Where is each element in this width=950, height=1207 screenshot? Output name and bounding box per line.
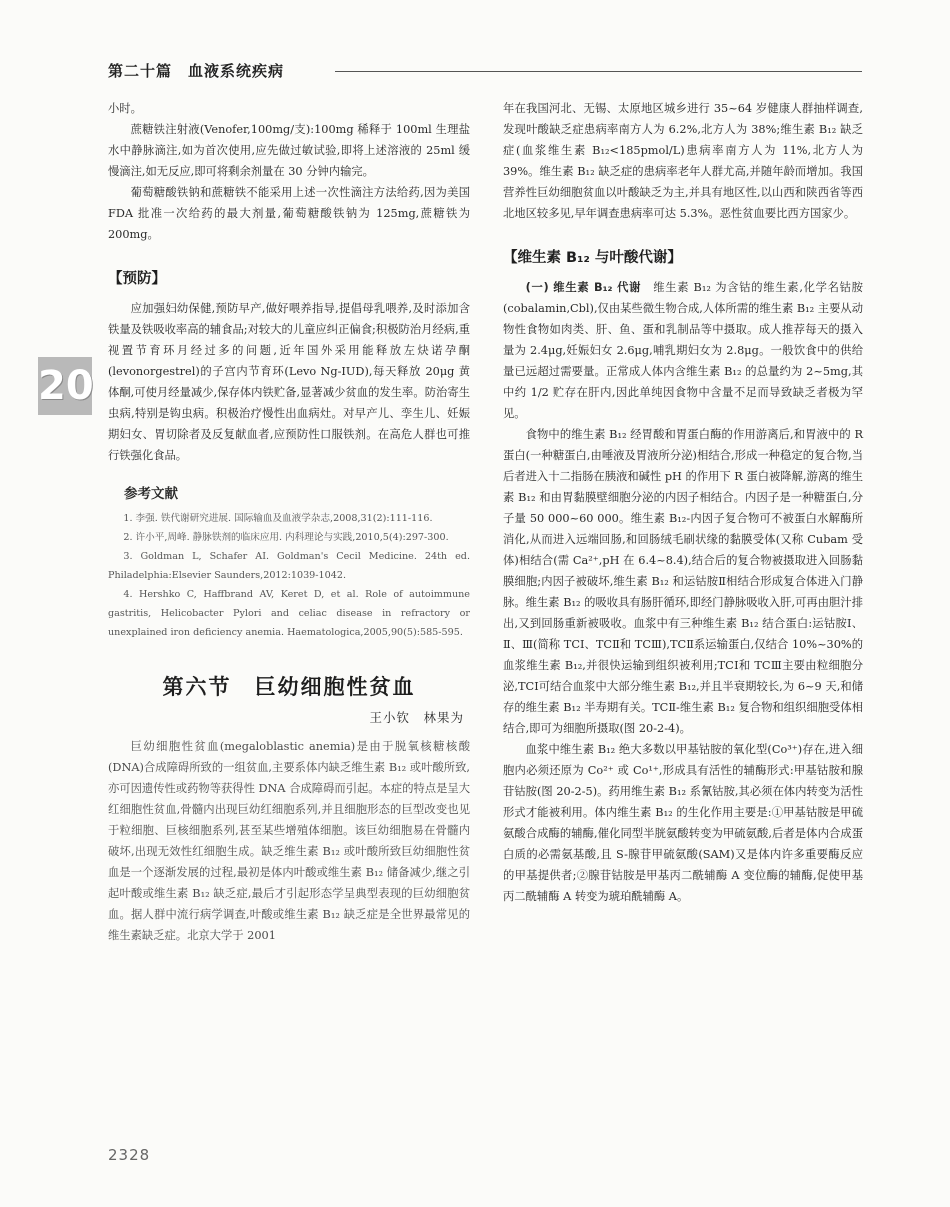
metabolism-heading: 【维生素 B₁₂ 与叶酸代谢】 [503, 250, 682, 266]
page-number: 2328 [108, 1146, 151, 1164]
paragraph: 血浆中维生素 B₁₂ 绝大多数以甲基钴胺的氧化型(Co³⁺)存在,进入细胞内必须还原为 Co²⁺ 或 Co¹⁺,形成具有活性的辅酶形式:甲基钴胺和腺苷钴胺(图 20-2-5)。药用维生素 B₁₂ 系氰钴胺,其必须在体内转变为活性形式才能被利用。体内维生素 B₁₂ 的生化作用主要是:①甲基钴胺是甲硫氨酸合成酶的辅酶,催化同型半胱氨酸转变为甲硫氨酸,后者是体内合成蛋白质的必需氨基酸,且 S-腺苷甲硫氨酸(SAM)又是体内许多重要酶反应的甲基提供者;②腺苷钴胺是甲基丙二酰辅酶 A 变位酶的辅酶,促使甲基丙二酰辅酶 A 转变为琥珀酰辅酶 A。 [503, 743, 863, 903]
paragraph: 巨幼细胞性贫血(megaloblastic anemia)是由于脱氧核糖核酸(DNA)合成障碍所致的一组贫血,主要系体内缺乏维生素 B₁₂ 或叶酸所致,亦可因遗传性或药物等获得性 DNA 合成障碍而引起。本症的特点是呈大红细胞性贫血,骨髓内出现巨幼红细胞系列,并且细胞形态的巨型改变也见于粒细胞、巨核细胞系列,甚至某些增殖体细胞。该巨幼细胞易在骨髓内破坏,出现无效性红细胞生成。缺乏维生素 B₁₂ 或叶酸所致巨幼细胞性贫血是一个逐渐发展的过程,最初是体内叶酸或维生素 B₁₂ 储备减少,继之引起叶酸或维生素 B₁₂ 缺乏症,最后才引起形态学呈典型表现的巨幼细胞贫血。据人群中流行病学调查,叶酸或维生素 B₁₂ 缺乏症是全世界最常见的维生素缺乏症。北京大学于 2001 [108, 740, 470, 942]
paragraph: 年在我国河北、无锡、太原地区城乡进行 35~64 岁健康人群抽样调查,发现叶酸缺乏症患病率南方人为 6.2%,北方人为 38%;维生素 B₁₂ 缺乏症(血浆维生素 B₁₂<185pmol/L)患病率南方人为 11%,北方人为 39%。维生素 B₁₂ 缺乏症的患病率老年人群尤高,并随年龄而增加。我国营养性巨幼细胞贫血以叶酸缺乏为主,并具有地区性,以山西和陕西省等西北地区较多见,早年调查患病率可达 5.3%。恶性贫血要比西方国家少。 [503, 102, 863, 220]
running-header: 第二十篇 血液系统疾病 [108, 62, 285, 80]
paragraph: 蔗糖铁注射液(Venofer,100mg/支):100mg 稀释于 100ml 生理盐水中静脉滴注,如为首次使用,应先做过敏试验,即将上述溶液的 25ml 缓慢滴注,如无反应,即可将剩余剂量在 30 分钟内输完。 [108, 123, 470, 178]
section-title: 第六节 巨幼细胞性贫血 [162, 674, 416, 699]
authors: 王小钦 林果为 [369, 710, 464, 725]
reference-item: 2. 许小平,周峰. 静脉铁剂的临床应用. 内科理论与实践,2010,5(4):297-300. [123, 532, 449, 543]
header-rule [335, 71, 862, 72]
reference-item: 1. 李强. 铁代谢研究进展. 国际输血及血液学杂志,2008,31(2):111-116. [123, 513, 433, 524]
subsection-text: 维生素 B₁₂ 为含钴的维生素,化学名钴胺(cobalamin,Cbl),仅由某些微生物合成,人体所需的维生素 B₁₂ 主要从动物性食物如肉类、肝、鱼、蛋和乳制品等中摄取。成人推荐每天的摄入量为 2.4μg,妊娠妇女 2.6μg,哺乳期妇女为 2.8μg。一般饮食中的供给量已远超过需要量。正常成人体内含维生素 B₁₂ 的总量约为 2~5mg,其中约 1/2 贮存在肝内,因此单纯因食物中含量不足而导致缺乏者极为罕见。 [503, 281, 863, 420]
paragraph [503, 277, 863, 424]
left-column [108, 98, 470, 946]
paragraph: 小时。 [108, 102, 142, 115]
reference-item: 4. Hershko C, Haffbrand AV, Keret D, et al. Role of autoimmune gastritis, Helicobacter Pylori and celiac disease in refractory or unexplained iron deficiency anemia. Haematologica,2005,90(5):585-595. [108, 589, 470, 638]
reference-item: 3. Goldman L, Schafer AI. Goldman's Cecil Medicine. 24th ed. Philadelphia:Elsevier Saunders,2012:1039-1042. [108, 551, 470, 581]
subsection-label: (一) 维生素 B₁₂ 代谢 [525, 281, 642, 294]
paragraph: 应加强妇幼保健,预防早产,做好喂养指导,提倡母乳喂养,及时添加含铁量及铁吸收率高的辅食品;对较大的儿童应纠正偏食;积极防治月经病,重视置节育环月经过多的问题,近年国外采用能释放左炔诺孕酮(levonorgestrel)的子宫内节育环(Levo Ng-IUD),每天释放 20μg 黄体酮,可使月经量减少,保存体内铁贮备,显著减少贫血的发生率。防治寄生虫病,特别是钩虫病。积极治疗慢性出血病灶。对早产儿、孪生儿、妊娠期妇女、胃切除者及反复献血者,应预防性口服铁剂。在高危人群也可推行铁强化食品。 [108, 302, 470, 462]
references-heading: 参考文献 [124, 486, 178, 502]
right-column [503, 98, 863, 907]
paragraph: 食物中的维生素 B₁₂ 经胃酸和胃蛋白酶的作用游离后,和胃液中的 R 蛋白(一种糖蛋白,由唾液及胃液所分泌)相结合,形成一种稳定的复合物,当后者进入十二指肠在胰液和碱性 pH 的作用下 R 蛋白被降解,游离的维生素 B₁₂ 和由胃黏膜壁细胞分泌的内因子相结合。内因子是一种糖蛋白,分子量 50 000~60 000。维生素 B₁₂-内因子复合物可不被蛋白水解酶所消化,从而进入远端回肠,和回肠绒毛刷状缘的黏膜受体(又称 Cubam 受体)相结合(需 Ca²⁺,pH 在 6.4~8.4),结合后的复合物被摄取进入回肠黏膜细胞;内因子被破坏,维生素 B₁₂ 和运钴胺Ⅱ相结合形成复合体进入门静脉。维生素 B₁₂ 的吸收具有肠肝循环,即经门静脉吸收入肝,可再由胆汁排出,又到回肠重新被吸收。血浆中有三种维生素 B₁₂ 结合蛋白:运钴胺Ⅰ、Ⅱ、Ⅲ(简称 TCⅠ、TCⅡ和 TCⅢ),TCⅡ系运输蛋白,仅结合 10%~30%的血浆维生素 B₁₂,并很快运输到组织被利用;TCⅠ和 TCⅢ主要由粒细胞分泌,TCⅠ可结合血浆中大部分维生素 B₁₂,并且半衰期较长,为 6~9 天,和储存的维生素 B₁₂ 半寿期有关。TCⅡ-维生素 B₁₂ 复合物和组织细胞受体相结合,即可为细胞所摄取(图 20-2-4)。 [503, 428, 863, 735]
paragraph: 葡萄糖酸铁钠和蔗糖铁不能采用上述一次性滴注方法给药,因为美国 FDA 批准一次给药的最大剂量,葡萄糖酸铁钠为 125mg,蔗糖铁为 200mg。 [108, 186, 470, 241]
prevention-heading: 【预防】 [108, 271, 166, 287]
chapter-tab-marker: 20 [38, 357, 92, 415]
